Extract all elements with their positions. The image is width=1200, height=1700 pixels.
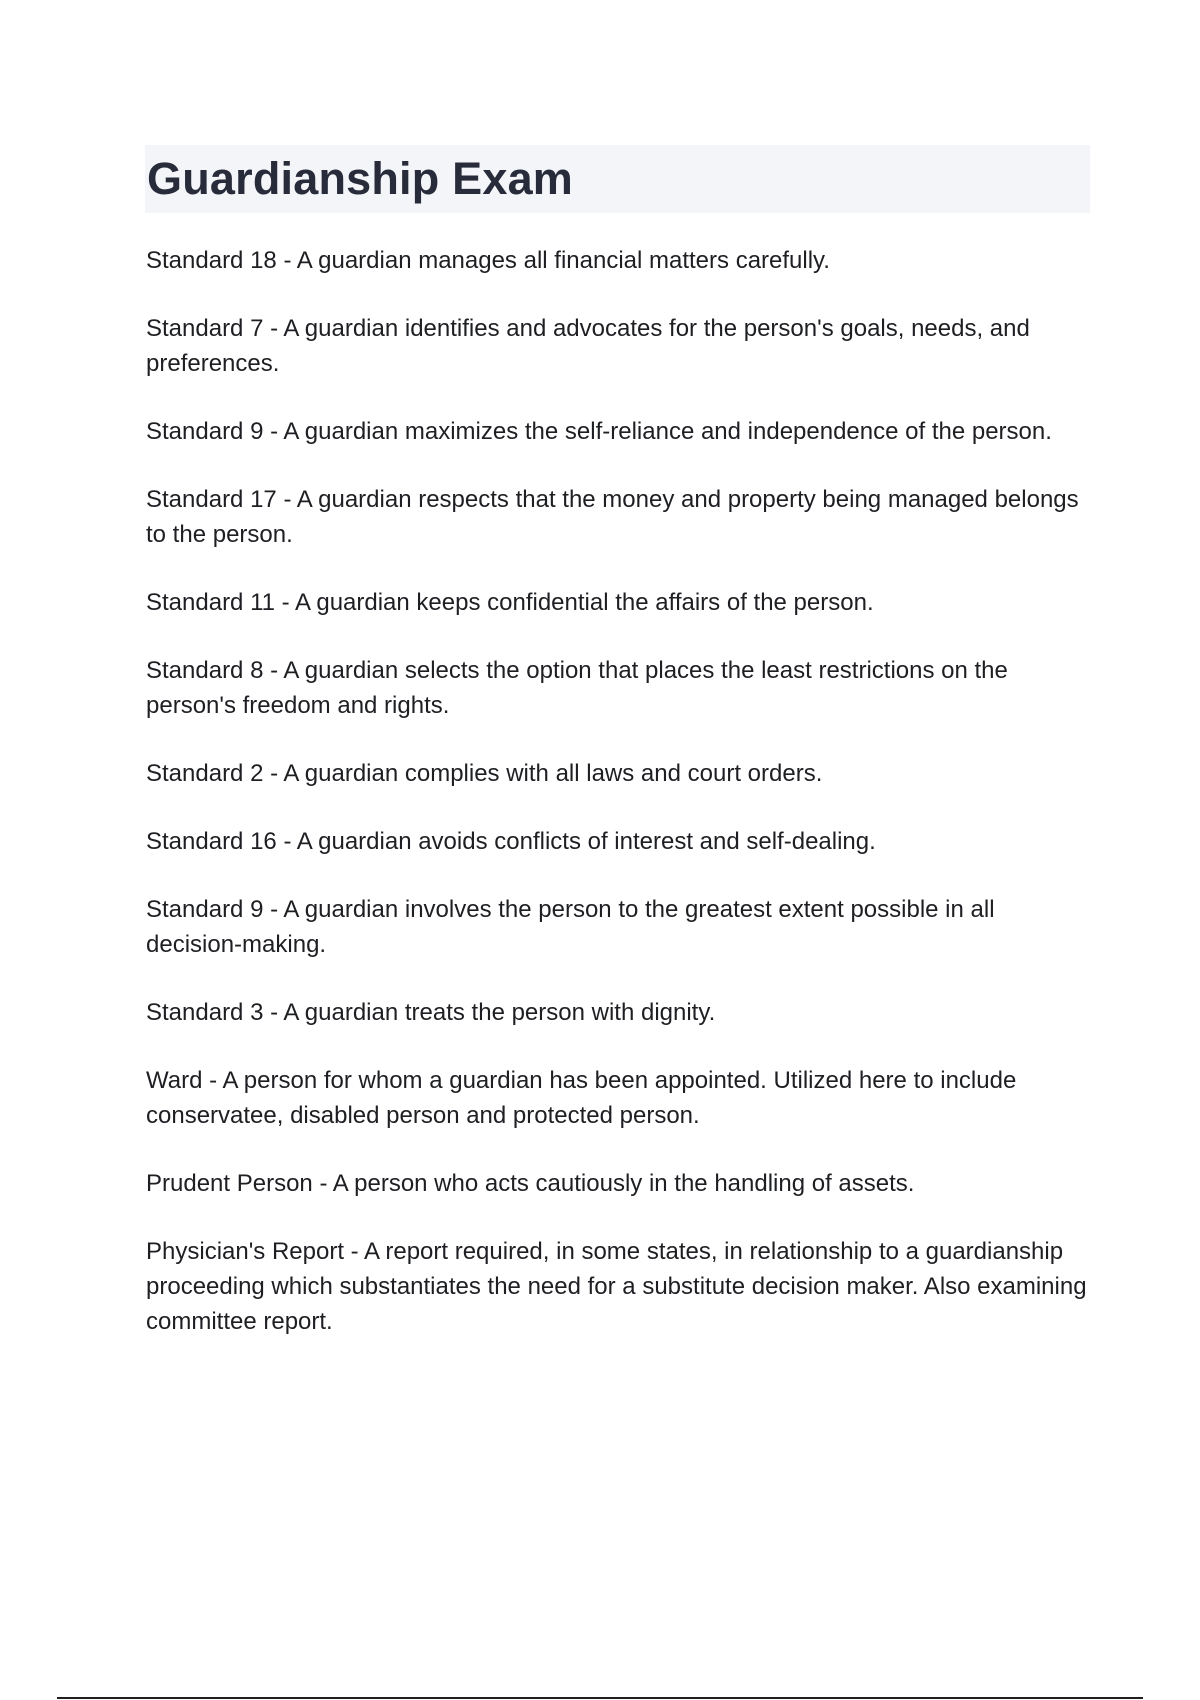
list-item: Standard 17 - A guardian respects that the money and property being managed belongs to the person.	[146, 486, 1079, 548]
list-item: Standard 3 - A guardian treats the person with dignity.	[146, 999, 716, 1026]
list-item: Ward - A person for whom a guardian has been appointed. Utilized here to include conservatee, disabled person and protected person.	[146, 1067, 1017, 1129]
list-item: Standard 2 - A guardian complies with all laws and court orders.	[146, 760, 823, 787]
list-item: Standard 8 - A guardian selects the option that places the least restrictions on the person's freedom and rights.	[146, 657, 1008, 719]
list-item: Standard 7 - A guardian identifies and advocates for the person's goals, needs, and preferences.	[146, 315, 1030, 377]
list-item: Physician's Report - A report required, in some states, in relationship to a guardianship proceeding which substantiates the need for a substitute decision maker. Also examining committee report.	[146, 1238, 1087, 1335]
list-item: Standard 18 - A guardian manages all financial matters carefully.	[146, 247, 830, 274]
page-bottom-divider	[57, 1697, 1143, 1699]
list-item: Prudent Person - A person who acts cautiously in the handling of assets.	[146, 1170, 915, 1197]
title-banner	[145, 145, 1090, 213]
list-item: Standard 9 - A guardian involves the person to the greatest extent possible in all decision-making.	[146, 896, 995, 958]
page-title: Guardianship Exam	[147, 153, 574, 204]
entry-list	[146, 243, 1091, 1372]
list-item: Standard 11 - A guardian keeps confidential the affairs of the person.	[146, 589, 874, 616]
list-item: Standard 9 - A guardian maximizes the self-reliance and independence of the person.	[146, 418, 1052, 445]
list-item: Standard 16 - A guardian avoids conflicts of interest and self-dealing.	[146, 828, 876, 855]
